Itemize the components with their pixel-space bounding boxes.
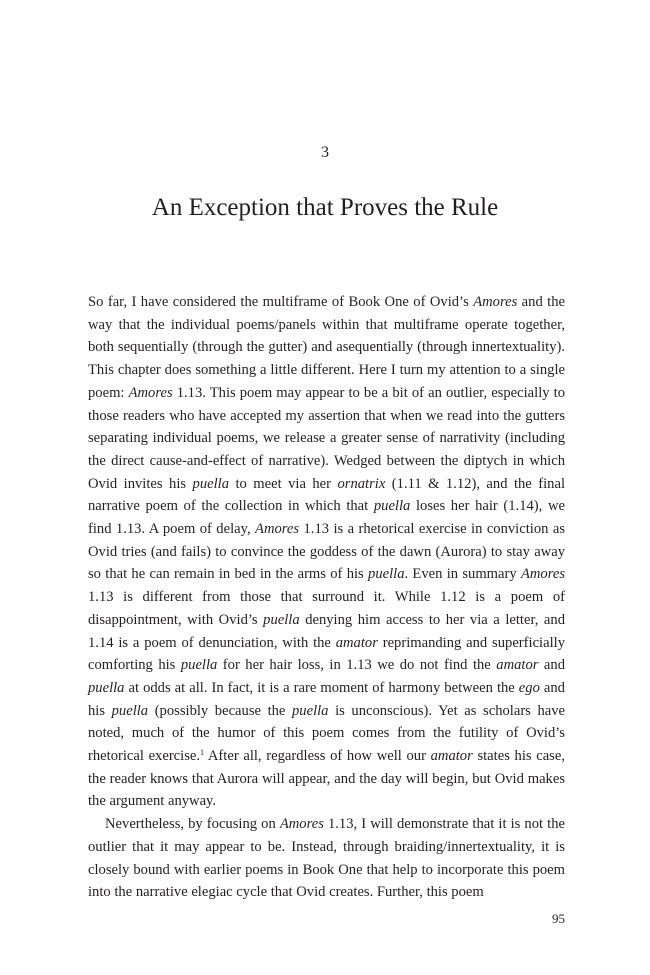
italic-term: puella <box>192 475 229 492</box>
text-run: and the way that the individual poems/panels within that multiframe operate together, both sequentially (through the gutter) and asequentially (through innertextuality). This chapter does something a little different. Here I turn my attention to a single poem: <box>88 294 565 401</box>
italic-term: puella <box>180 657 218 674</box>
text-run: reprimanding and superficially comforting his <box>88 634 565 674</box>
italic-term: puella <box>88 679 125 696</box>
page-number: 95 <box>552 911 565 926</box>
text-run: for her hair loss, in 1.13 we do not find the <box>217 657 497 674</box>
italic-term: puella <box>292 702 329 719</box>
text-run: is unconscious). Yet as scholars have noted, much of the humor of this poem comes from the futility of Ovid’s rhetorical exercise. <box>88 702 565 765</box>
italic-term: amator <box>335 634 378 651</box>
italic-term: Amores <box>128 384 173 401</box>
italic-term: Amores <box>473 294 518 310</box>
italic-term: Amores <box>520 566 565 583</box>
paragraph <box>88 291 565 813</box>
chapter-number: 3 <box>321 144 329 161</box>
text-run: to meet via her <box>229 475 338 492</box>
text-run: 1.13, I will demonstrate that it is not the outlier that it may appear to be. Instead, through braiding/innertextuality, it is closely bound with earlier poems in Book One that help to incorporate this poem into the narrative elegiac cycle that Ovid creates. Further, this poem <box>88 816 565 901</box>
text-run: and <box>538 657 565 674</box>
text-run: loses her hair (1.14), we find 1.13. A poem of delay, <box>88 498 565 538</box>
italic-term: puella <box>111 702 149 719</box>
italic-term: ego <box>518 679 540 696</box>
text-run: (possibly because the <box>148 702 292 719</box>
text-run: 1.13 is different from those that surround it. While 1.12 is a poem of disappointment, with Ovid’s <box>88 589 565 628</box>
text-run: (1.11 & 1.12), and the final narrative poem of the collection in which that <box>88 475 565 515</box>
italic-term: ornatrix <box>337 475 386 492</box>
footnote-marker: 1 <box>200 748 205 758</box>
text-run: and his <box>88 679 565 719</box>
text-run: 1.13 is a rhetorical exercise in conviction as Ovid tries (and fails) to convince the goddess of the dawn (Aurora) to stay away so that he can remain in bed in the arms of his <box>88 521 565 583</box>
text-run: denying him access to her via a letter, and 1.14 is a poem of denunciation, with the <box>88 611 565 651</box>
text-run: So far, I have considered the multiframe of Book One of Ovid’s <box>88 294 474 310</box>
italic-term: Amores <box>255 521 300 538</box>
italic-term: puella <box>263 611 300 628</box>
text-run: After all, regardless of how well our <box>204 748 431 765</box>
italic-term: puella <box>368 566 405 583</box>
text-run: Nevertheless, by focusing on <box>105 816 280 833</box>
text-run: states his case, the reader knows that Aurora will appear, and the day will begin, but Ovid makes the argument anyway. <box>88 748 565 810</box>
italic-term: amator <box>496 657 539 674</box>
text-run: . Even in summary <box>404 566 521 583</box>
text-run: at odds at all. In fact, it is a rare moment of harmony between the <box>124 679 519 696</box>
italic-term: amator <box>430 748 473 765</box>
italic-term: puella <box>373 498 411 515</box>
body-text <box>88 291 565 904</box>
italic-term: Amores <box>279 816 324 833</box>
chapter-title: An Exception that Proves the Rule <box>151 194 499 221</box>
paragraph <box>88 813 565 904</box>
text-run: 1.13. This poem may appear to be a bit of an outlier, especially to those readers who have accepted my assertion that when we read into the gutters separating individual poems, we release a greater sense of narrativity (including the direct cause-and-effect of narrative). Wedged between the diptych in which Ovid invites his <box>88 384 565 492</box>
